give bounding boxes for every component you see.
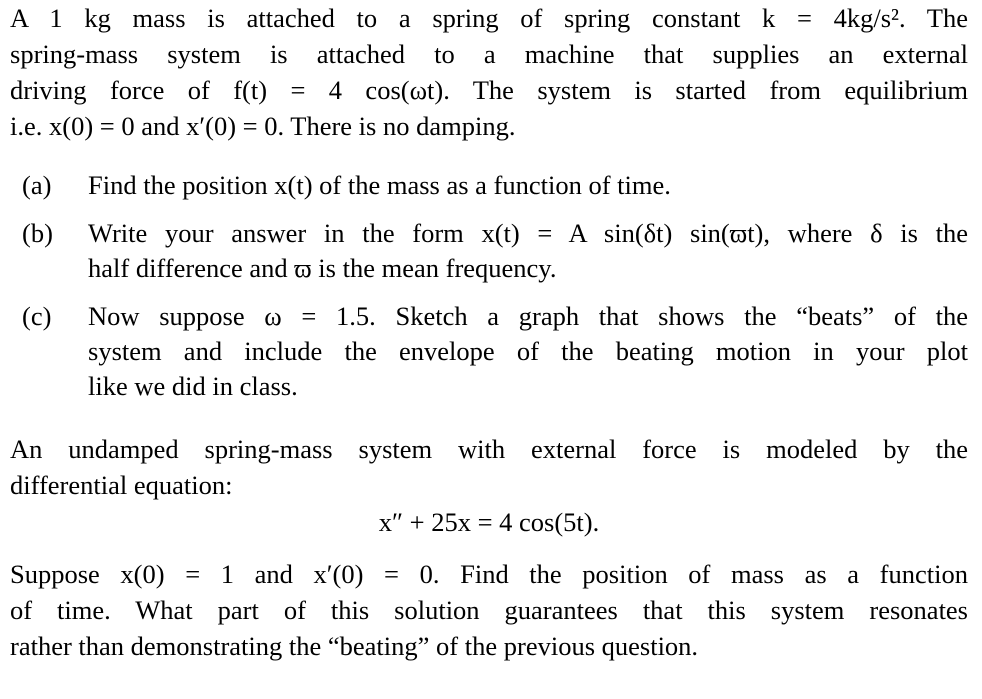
text-line: i.e. x(0) = 0 and x′(0) = 0. There is no damping. [10, 111, 516, 141]
part-marker: (b) [22, 218, 53, 248]
text-line: An undamped spring-mass system with external force is modeled by the [10, 434, 968, 464]
text-line: of time. What part of this solution guarantees that this system resonates [10, 595, 968, 625]
text-line: driving force of f(t) = 4 cos(ωt). The system is started from equilibrium [10, 75, 968, 105]
part-body [88, 216, 968, 286]
text-line: like we did in class. [88, 371, 298, 401]
problem1-intro [10, 0, 968, 144]
part-c [22, 299, 968, 407]
part-body [88, 168, 968, 203]
text-line: half difference and ϖ is the mean frequency. [88, 253, 557, 283]
problem2-question [10, 556, 968, 664]
problem2-intro [10, 431, 968, 503]
text-line: Find the position x(t) of the mass as a function of time. [88, 170, 671, 200]
text-line: rather than demonstrating the “beating” of the previous question. [10, 631, 699, 661]
text-line: Write your answer in the form x(t) = A sin(δt) sin(ϖt), where δ is the [88, 218, 968, 248]
text-line: spring-mass system is attached to a machine that supplies an external [10, 39, 968, 69]
text-line: Suppose x(0) = 1 and x′(0) = 0. Find the position of mass as a function [10, 559, 968, 589]
text-line: system and include the envelope of the beating motion in your plot [88, 336, 968, 366]
part-a [22, 168, 968, 204]
text-line: Now suppose ω = 1.5. Sketch a graph that shows the “beats” of the [88, 301, 968, 331]
part-marker: (c) [22, 301, 52, 331]
text-line: A 1 kg mass is attached to a spring of spring constant k = 4kg/s². The [10, 3, 968, 33]
part-marker: (a) [22, 170, 52, 200]
part-b [22, 216, 968, 288]
part-body [88, 299, 968, 404]
display-equation: x″ + 25x = 4 cos(5t). [378, 507, 600, 537]
text-line: differential equation: [10, 470, 233, 500]
